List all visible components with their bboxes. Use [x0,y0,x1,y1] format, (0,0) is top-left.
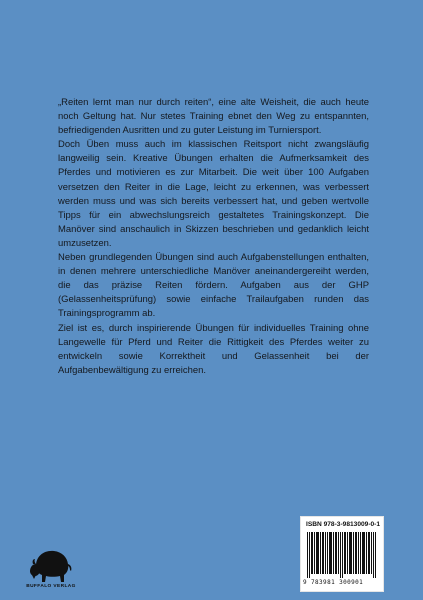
barcode-icon [307,532,377,578]
publisher-name: BUFFALO VERLAG [26,584,76,589]
back-cover-text [58,96,369,378]
isbn-barcode-box [300,516,384,592]
paragraph-exercises: Neben grundlegenden Übungen sind auch Aufgabenstellungen enthalten, in denen mehrere unterschiedliche Manöver aneinandergereiht werden, die das präzise Reiten fördern. Aufgaben aus der GHP (Gelassenheitsprüfung) sowie einfache Trailaufgaben runden das Trainingsprogramm ab. [58,252,369,320]
paragraph-training: Doch Üben muss auch im klassischen Reitsport nicht zwangsläufig langweilig sein. Kreative Übungen erhalten die Aufmerksamkeit des Pferdes und motivieren es zur Mitarbeit. Die weit über 100 Aufgaben versetzen den Reiter in die Lage, leicht zu erkennen, was verbessert werden muss und was sich bereits verbessert hat, und geben wertvolle Tipps für ein abwechslungsreich gestaltetes Trainingskonzept. Die Manöver sind anschaulich in Skizzen beschrieben und gedanklich leicht umzusetzen. [58,139,369,249]
paragraph-goal: Ziel ist es, durch inspirierende Übungen für individuelles Training ohne Langewelle für Pferd und Reiter die Rittigkeit des Pferdes weiter zu entwickeln sowie Korrektheit und Gelassenheit bei der Aufgabenbewältigung zu erreichen. [58,322,369,376]
isbn-label: ISBN 978-3-9813009-0-1 [306,521,381,528]
barcode-digits: 9 783981 300901 [303,579,364,586]
paragraph-intro: „Reiten lernt man nur durch reiten“, eine alte Weisheit, die auch heute noch Geltung hat. Nur stetes Training ebnet den Weg zu entspannten, befriedigenden Ausritten und zu guter Leistung im Turniersport. [58,97,369,137]
